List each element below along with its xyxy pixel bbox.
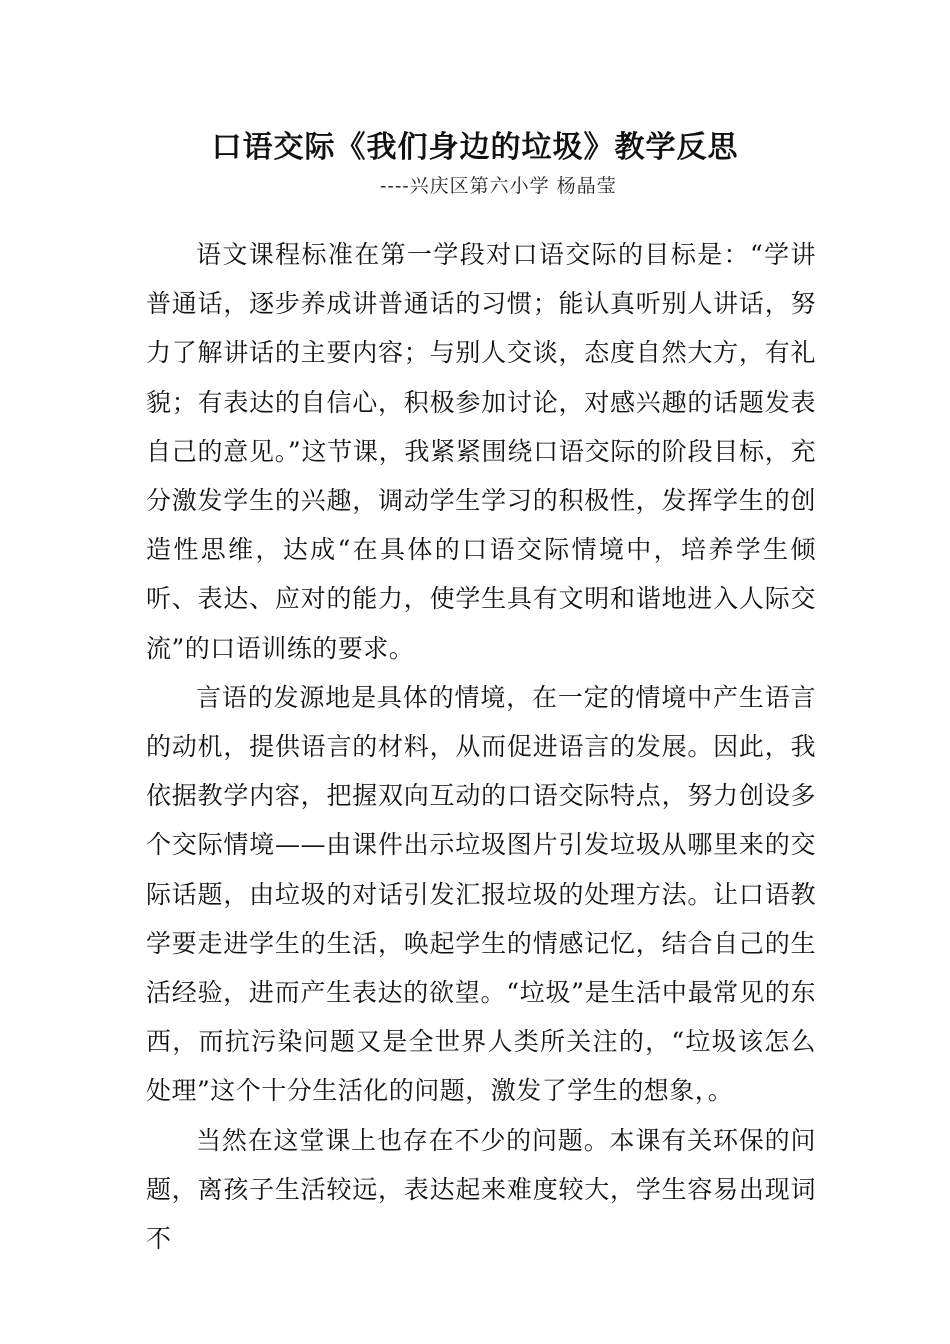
- paragraph-1: 语文课程标准在第一学段对口语交际的目标是：“学讲普通话，逐步养成讲普通话的习惯；能认真听别人讲话，努力了解讲话的主要内容；与别人交谈，态度自然大方，有礼貌；有表达的自信心，积极参加讨论，对感兴趣的话题发表自己的意见。”这节课，我紧紧围绕口语交际的阶段目标，充分激发学生的兴趣，调动学生学习的积极性，发挥学生的创造性思维，达成“在具体的口语交际情境中，培养学生倾听、表达、应对的能力，使学生具有文明和谐地进入人际交流”的口语训练的要求。: [146, 240, 816, 663]
- paragraph-3: 当然在这堂课上也存在不少的问题。本课有关环保的问题，离孩子生活较远，表达起来难度较大，学生容易出现词不: [146, 1125, 816, 1254]
- paragraph-2: 言语的发源地是具体的情境，在一定的情境中产生语言的动机，提供语言的材料，从而促进语言的发展。因此，我依据教学内容，把握双向互动的口语交际特点，努力创设多个交际情境——由课件出示垃圾图片引发垃圾从哪里来的交际话题，由垃圾的对话引发汇报垃圾的处理方法。让口语教学要走进学生的生活，唤起学生的情感记忆，结合自己的生活经验，进而产生表达的欲望。“垃圾”是生活中最常见的东西，而抗污染问题又是全世界人类所关注的，“垃圾该怎么处理”这个十分生活化的问题，激发了学生的想象，。: [146, 682, 816, 1106]
- document-title: 口语交际《我们身边的垃圾》教学反思: [211, 130, 739, 165]
- author-byline: ----兴庆区第六小学 杨晶莹: [380, 175, 617, 197]
- document-body: [146, 230, 816, 1263]
